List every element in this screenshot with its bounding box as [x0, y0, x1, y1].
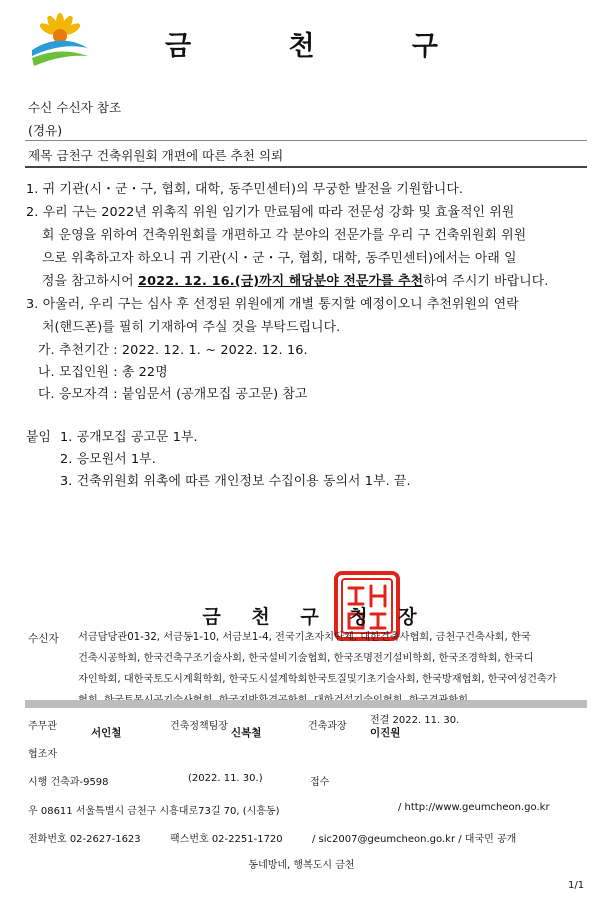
paragraph-2-text-end: 하여 주시기 바랍니다.: [423, 274, 549, 289]
attachment-item: 2. 응모원서 1부.: [60, 452, 157, 467]
fax-number: 팩스번호 02-2251-1720: [170, 834, 283, 845]
recipients-line: 건축시공학회, 한국건축구조기술사회, 한국설비기술협회, 한국조명전기설비학회, 한국조경학회, 한국디: [78, 653, 534, 664]
paragraph-2-line-4: [42, 270, 548, 289]
team-leader-name: 신복철: [231, 727, 262, 739]
slogan: 동네방네, 행복도시 금천: [248, 860, 355, 871]
address: 우 08611 서울특별시 금천구 시흥대로73길 70, (시흥동): [28, 806, 280, 817]
paragraph-1: 1. 귀 기관(시・군・구, 협회, 대학, 동주민센터)의 무궁한 발전을 기원합니다.: [26, 182, 464, 197]
enforcement-number: 시행 건축과-9598: [28, 777, 109, 788]
document-header-title: 금 천 구: [164, 31, 483, 62]
drafter-name: 서인철: [91, 727, 122, 739]
enforcement-date: (2022. 11. 30.): [188, 773, 263, 784]
attachment-item: 1. 공개모집 공고문 1부.: [60, 430, 198, 445]
recipient-line: 수신 수신자 참조: [28, 100, 122, 115]
subject-line: 제목 금천구 건축위원회 개편에 따른 추천 의뢰: [28, 148, 284, 163]
attachment-item: 3. 건축위원회 위촉에 따른 개인정보 수집이용 동의서 1부. 끝.: [60, 474, 411, 489]
paragraph-3-line-2: 처(핸드폰)를 필히 기재하여 주실 것을 부탁드립니다.: [42, 320, 341, 335]
item-recruit-count: 나. 모집인원 : 총 22명: [38, 365, 168, 380]
sender-title: 금 천 구 청 장: [202, 606, 429, 628]
item-recommend-period: 가. 추천기간 : 2022. 12. 1. ~ 2022. 12. 16.: [38, 343, 308, 358]
deadline-emphasis: 2022. 12. 16.(금)까지 해당분야 전문가를 추천: [138, 274, 424, 289]
email-and-disclosure[interactable]: / sic2007@geumcheon.go.kr / 대국민 공개: [312, 834, 517, 845]
recipients-label: 수신자: [28, 633, 59, 645]
divider: [25, 166, 587, 168]
director-name: 이진원: [370, 727, 401, 739]
paragraph-2-line-3: 으로 위촉하고자 하오니 귀 기관(시・군・구, 협회, 대학, 동주민센터)에서는 아래 일: [42, 251, 517, 266]
paragraph-2-text: 정을 참고하시어: [42, 274, 139, 289]
attachments-label: 붙임: [26, 430, 52, 445]
phone-number: 전화번호 02-2627-1623: [28, 834, 141, 845]
director-label: 건축과장: [308, 721, 347, 732]
page-number: 1/1: [568, 880, 585, 891]
final-approval-note: 전결 2022. 11. 30.: [370, 715, 460, 726]
team-leader-label: 건축정책팀장: [170, 721, 228, 732]
divider: [25, 140, 587, 141]
paragraph-2-line-1: 2. 우리 구는 2022년 위촉직 위원 임기가 만료됨에 따라 전문성 강화 및 효율적인 위원: [26, 205, 515, 220]
recipients-line: 자인학회, 대한국토도시계획학회, 한국도시설계학회한국토질및기초기술사회, 한국방재협회, 한국여성건축가: [78, 674, 557, 685]
receipt-label: 접수: [310, 777, 330, 788]
drafter-label: 주무관: [28, 721, 57, 732]
website-link[interactable]: / http://www.geumcheon.go.kr: [398, 802, 550, 813]
paragraph-3-line-1: 3. 아울러, 우리 구는 심사 후 선정된 위원에게 개별 통지할 예정이오니 추천위원의 연락: [26, 297, 519, 312]
recipients-line: 서금담당관01-32, 서금동1-10, 서금보1-4, 전국기초자치단체, 대한건축사협회, 금천구건축사회, 한국: [78, 632, 531, 643]
item-qualification: 다. 응모자격 : 붙임문서 (공개모집 공고문) 참고: [38, 387, 308, 402]
divider-bar: [25, 700, 587, 708]
paragraph-2-line-2: 회 운영을 위하여 건축위원회를 개편하고 각 분야의 전문가를 우리 구 건축위원회 위원: [42, 228, 527, 243]
via-line: (경유): [28, 123, 63, 138]
cooperator-label: 협조자: [28, 749, 57, 760]
